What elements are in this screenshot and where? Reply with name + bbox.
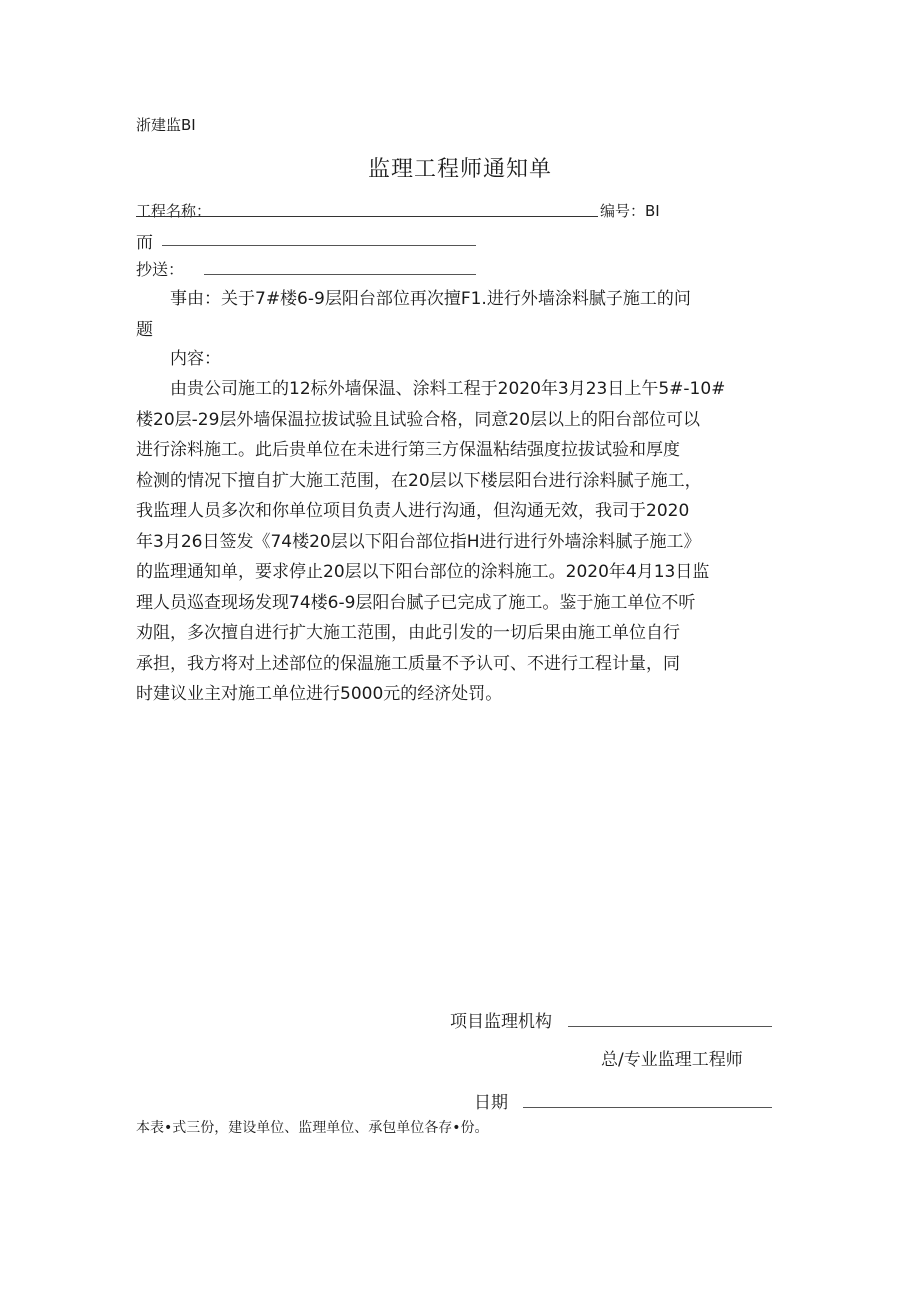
project-name-underline xyxy=(136,216,598,217)
cc-label: 抄送： xyxy=(136,260,185,279)
content-line: 承担，我方将对上述部位的保温施工质量不予认可、不进行工程计量，同 xyxy=(136,653,680,674)
content-line: 进行涂料施工。此后贵单位在未进行第三方保温粘结强度拉拔试验和厚度 xyxy=(136,440,680,460)
supervision-org-underline xyxy=(568,1026,772,1027)
subject-text-1: 关于7#楼6-9层阳台部位再次擅F1.进行外墙涂料腻子施工的问 xyxy=(221,289,691,309)
content-body xyxy=(136,374,786,710)
content-label: 内容： xyxy=(170,349,221,369)
subject-line-1 xyxy=(136,284,786,315)
number-value: BI xyxy=(645,202,660,220)
to-label: 而 xyxy=(136,233,153,253)
subject-label: 事由： xyxy=(170,289,221,309)
form-code: 浙建监BI xyxy=(136,116,196,134)
content-line: 理人员巡查现场发现74楼6-9层阳台腻子已完成了施工。鉴于施工单位不听 xyxy=(136,592,696,613)
project-name-label: 工程名称： xyxy=(136,202,212,220)
content-label-block xyxy=(136,344,786,375)
content-line: 劝阻，多次擅自进行扩大施工范围，由此引发的一切后果由施工单位自行 xyxy=(136,623,680,643)
content-line: 由贵公司施工的12标外墙保温、涂料工程于2020年3月23日上午5#-10# xyxy=(170,379,726,399)
content-line: 的监理通知单，要求停止20层以下阳台部位的涂料施工。2020年4月13日监 xyxy=(136,562,710,582)
subject-text-2: 题 xyxy=(136,319,153,340)
number-field xyxy=(600,200,660,221)
date-underline xyxy=(523,1107,772,1108)
engineer-label: 总/专业监理工程师 xyxy=(601,1050,743,1070)
date-label: 日期 xyxy=(474,1093,508,1113)
content-line: 时建议业主对施工单位进行5000元的经济处罚。 xyxy=(136,684,503,704)
project-name-row xyxy=(136,200,211,221)
content-line: 检测的情况下擅自扩大施工范围，在20层以下楼层阳台进行涂料腻子施工， xyxy=(136,470,702,491)
number-label: 编号： xyxy=(600,202,646,220)
content-line: 楼20层-29层外墙保温拉拔试验且试验合格，同意20层以上的阳台部位可以 xyxy=(136,409,701,430)
subject-block xyxy=(136,284,786,345)
page-title: 监理工程师通知单 xyxy=(367,157,552,182)
cc-underline xyxy=(204,274,476,275)
footer-note: 本表•式三份，建设单位、监理单位、承包单位各存•份。 xyxy=(136,1120,489,1136)
content-line: 年3月26日签发《74楼20层以下阳台部位指H进行进行外墙涂料腻子施工》 xyxy=(136,531,701,552)
to-underline xyxy=(162,245,476,246)
content-line: 我监理人员多次和你单位项目负责人进行沟通，但沟通无效，我司于2020 xyxy=(136,501,690,521)
supervision-org-label: 项目监理机构 xyxy=(450,1012,552,1032)
